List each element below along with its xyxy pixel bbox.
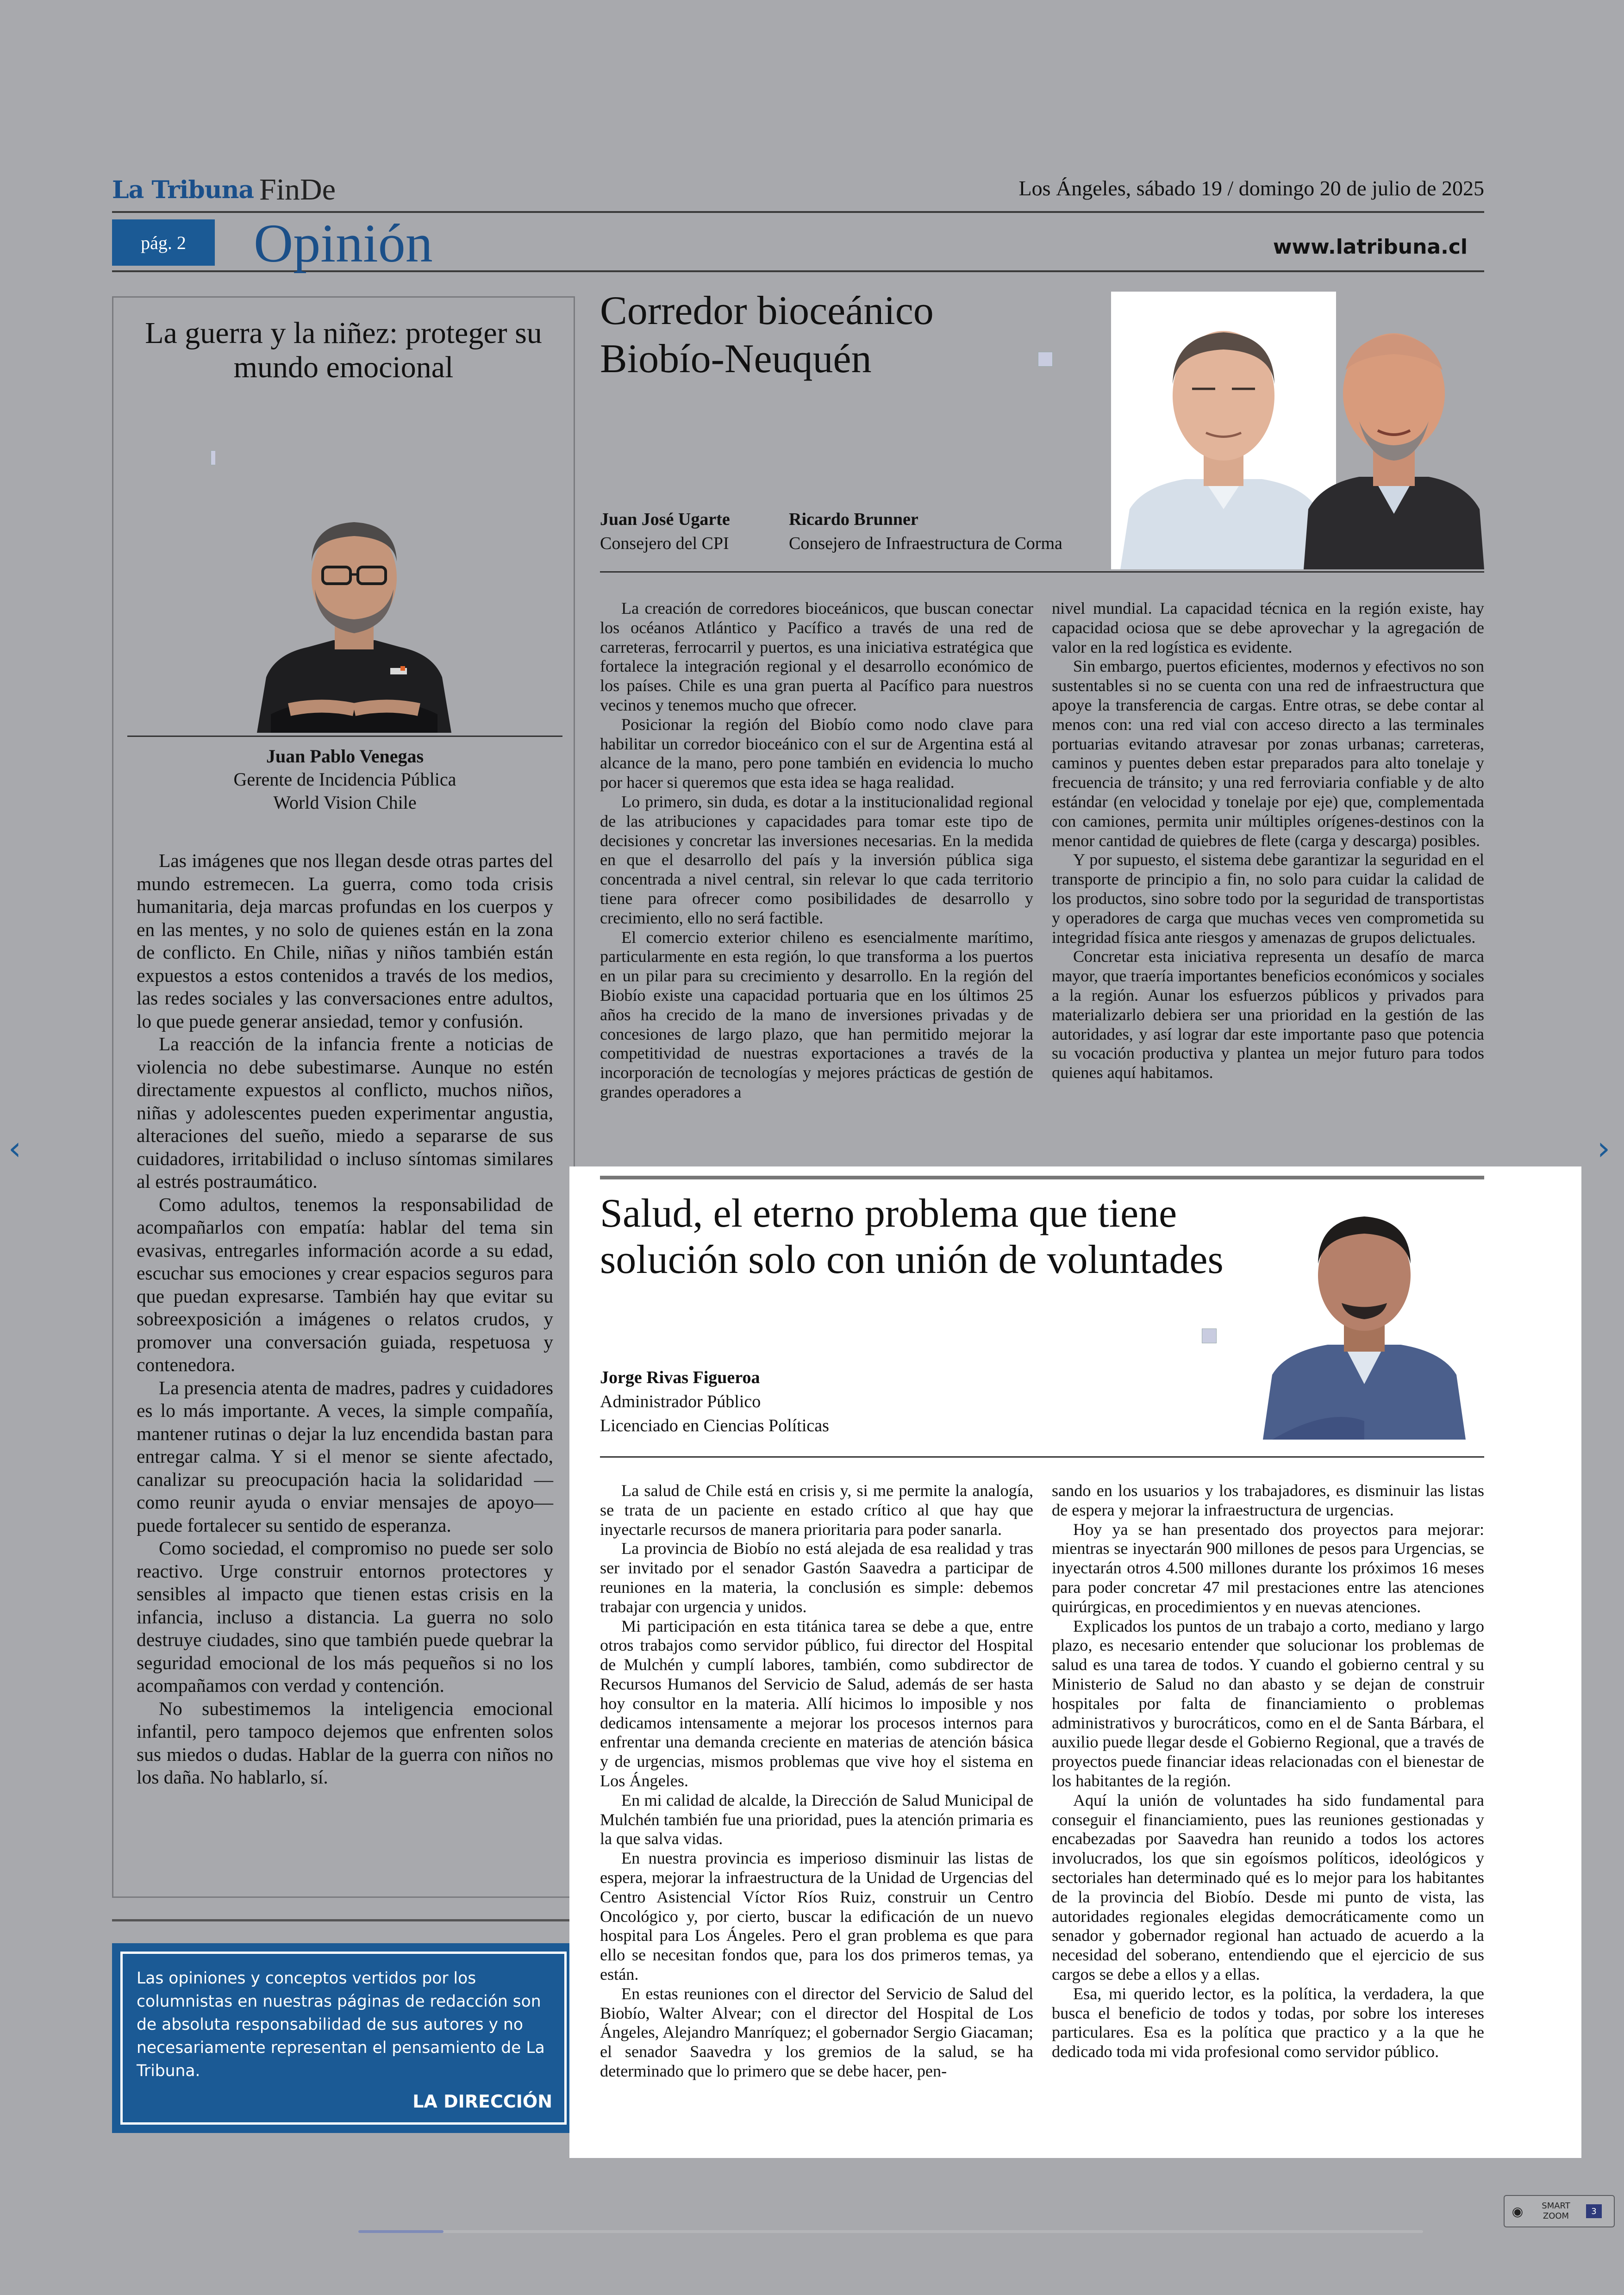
article-column-2 <box>1052 599 1484 1083</box>
paragraph: Mi participación en esta titánica tarea se debe a que, entre otros trabajos como servidor público, fui director del Hospital de Mulchén y cumplí labores, también, como subdirector de Recursos Humanos del Servicio de Salud, además de ser hasta hoy consultor en la materia. Allí hicimos lo imposible y nos dedicamos intensamente a mejorar los procesos internos para enfrentar una demanda creciente en materias de atención básica y de urgencias, mismos problemas que vive hoy el sistema en Los Ángeles. <box>600 1616 1033 1790</box>
paragraph: Hoy ya se han presentado dos proyectos para mejorar: mientras se inyectarán 900 millones de pesos para Urgencias, se inyectarán otros 4.500 millones durante los próximos 16 meses para poder concretar 47 mil prestaciones entre las atenciones quirúrgicas, en procedimientos y en nuevas atenciones. <box>1052 1520 1484 1616</box>
section-divider <box>600 1176 1484 1179</box>
author-name: Ricardo Brunner <box>789 510 918 529</box>
byline-divider <box>600 1456 1484 1458</box>
title-line: Corredor bioceánico <box>600 288 934 333</box>
supplement-name: FinDe <box>259 173 336 206</box>
title-line: solución solo con unión de voluntades <box>600 1237 1224 1282</box>
paragraph: Como adultos, tenemos la responsabilidad de acompañarlos con empatía: hablar del tema sin evasivas, entregarles información acorde a su edad, escuchar sus emociones y crear espacios seguros para que puedan expresarse. También hay que evitar su sobreexposición a imágenes o relatos crudos, y promover una conversación guiada, respetuosa y contenedora. <box>137 1193 553 1375</box>
previous-page-arrow[interactable]: ‹ <box>8 1129 21 1167</box>
author-photo <box>215 437 493 733</box>
paragraph: Aquí la unión de voluntades ha sido fundamental para conseguir el financiamiento, pues las reuniones gestionadas y encabezadas por Saavedra han reunido a todos los actores involucrados, los que sin egoísmos políticos, ideológicos y sectoriales han determinado qué es lo mejor para los habitantes de la provincia del Biobío. Desde mi punto de vista, las autoridades regionales elegidas democráticamente como un senador y gobernador regional han actuado de acuerdo a la necesidad del soberano, entendiendo que el ejercicio de sus cargos se debe a ellos y a ellas. <box>1052 1790 1484 1983</box>
article-column-1 <box>600 1481 1033 2081</box>
left-opinion-article <box>112 296 575 1898</box>
paragraph: Las imágenes que nos llegan desde otras partes del mundo estremecen. La guerra, como toda crisis humanitaria, deja marcas profundas en los cuerpos y en las mentes, y no solo de quienes están en la zona de conflicto. En Chile, niñas y niños también están expuestos a estos contenidos a través de los medios, las redes sociales y las conversaciones entre adultos, lo que puede generar ansiedad, temor y confusión. <box>137 850 553 1032</box>
author-role: Consejero de Infraestructura de Corma <box>789 534 1062 553</box>
paragraph: Posicionar la región del Biobío como nodo clave para habilitar un corredor bioceánico con el sur de Argentina está al alcance de la mano, pero pone también en evidencia lo mucho por hacer si queremos que esta idea se haga realidad. <box>600 715 1033 792</box>
smart-zoom-button[interactable] <box>1504 2195 1615 2227</box>
section-bar <box>112 215 1484 272</box>
article-title <box>600 1191 1294 1283</box>
website-link[interactable]: www.latribuna.cl <box>1273 235 1468 259</box>
column-divider <box>112 1919 575 1921</box>
newspaper-page <box>112 167 1484 2157</box>
paragraph: La creación de corredores bioceánicos, que buscan conectar los océanos Atlántico y Pacífico a través de una red de carreteras, ferrocarril y puertos, es una iniciativa estratégica que fortalece la integración regional y el desarrollo económico de los países. Chile es una gran puerta al Pacífico para nuestros vecinos y tenemos mucho que ofrecer. <box>600 599 1033 714</box>
image-placeholder-icon <box>1038 352 1053 367</box>
section-title: Opinión <box>254 213 433 274</box>
author-photo <box>1304 292 1484 569</box>
editorial-disclaimer <box>112 1943 575 2133</box>
dateline: Los Ángeles, sábado 19 / domingo 20 de julio de 2025 <box>1018 176 1484 200</box>
paragraph: Explicados los puntos de un trabajo a corto, mediano y largo plazo, es necesario entender que solucionar los problemas de salud es una tarea de todos. Y cuando el gobierno central y su Ministerio de Salud no dan abasto y se dejan de construir hospitales por falta de financiamiento o problemas administrativos y burocráticos, como en el de Santa Bárbara, el auxilio puede llegar desde el Gobierno Regional, que a través de proyectos puede financiar ideas relacionadas con el bienestar de los habitantes de la región. <box>1052 1616 1484 1790</box>
image-placeholder-icon <box>1202 1328 1217 1343</box>
article-title: La guerra y la niñez: proteger su mundo emocional <box>145 316 542 384</box>
author-name: Juan Pablo Venegas <box>266 746 424 767</box>
author-role: Administrador Público <box>600 1392 761 1411</box>
paragraph: El comercio exterior chileno es esencialmente marítimo, particularmente en esta región, lo que transforma a los puertos en un pilar para su crecimiento y desarrollo. En la región del Biobío existe una capacidad portuaria que en los últimos 25 años ha crecido de la mano de inversiones privadas y de concesiones de largo plazo, que han permitido mejorar la competitividad de nuestras exportaciones a través de la incorporación de tecnologías y mejores prácticas de gestión de grandes operadores a <box>600 928 1033 1101</box>
masthead <box>112 167 1484 213</box>
author-photo <box>1111 292 1336 569</box>
author-photo <box>1244 1190 1484 1440</box>
title-line: Salud, el eterno problema que tiene <box>600 1191 1177 1236</box>
zoom-level-badge: 3 <box>1586 2204 1602 2218</box>
paragraph: sando en los usuarios y los trabajadores, es disminuir las listas de espera y mejorar la infraestructura de urgencias. <box>1052 1481 1484 1519</box>
paragraph: En mi calidad de alcalde, la Dirección de Salud Municipal de Mulchén también fue una prioridad, pues la atención primaria es la que salva vidas. <box>600 1790 1033 1848</box>
paragraph: Lo primero, sin duda, es dotar a la institucionalidad regional de las atribuciones y capacidades para tomar este tipo de decisiones y concretar las inversiones necesarias. En la medida en que el desarrollo del país y la inversión pública siga concentrada a nivel central, sin relevar lo que cada territorio tiene para ofrecer como posibilidades de desarrollo y crecimiento, ello no será factible. <box>600 792 1033 927</box>
smart-zoom-label: SMART ZOOM <box>1542 2201 1570 2221</box>
article-column-1 <box>600 599 1033 1102</box>
paragraph: Y por supuesto, el sistema debe garantizar la seguridad en el transporte de principio a fin, no solo para cuidar la calidad de los productos, sino sobre todo por la seguridad de transportistas y operadores de carga que muchas veces ven comprometida su integridad física ante riesgos y amenazas de grupos delictuales. <box>1052 850 1484 947</box>
paragraph: No subestimemos la inteligencia emocional infantil, pero tampoco dejemos que enfrenten solos sus miedos o dudas. Hablar de la guerra con niños no los daña. No hablarlo, sí. <box>137 1697 553 1788</box>
paragraph: Sin embargo, puertos eficientes, modernos y efectivos no son sustentables si no se cuenta con una red de infraestructura que apoye la transferencia de cargas. Entre otras, se debe contar al menos con: una red vial con acceso directo a las terminales portuarias evitando atravesar por zonas urbanas; carreteras, caminos y puentes deben estar preparados para alto tonelaje y frecuencia de tránsito; y una red ferroviaria confiable y de alto estándar (en velocidad y tonelaje por eje) que, complementada con camiones, permita unir múltiples orígenes-destinos con la menor cantidad de quiebres de flete (carga y descarga) posibles. <box>1052 657 1484 850</box>
eye-icon: ◉ <box>1512 2203 1524 2219</box>
disclaimer-text: Las opiniones y conceptos vertidos por los columnistas en nuestras páginas de redacción son de absoluta responsabilidad de sus autores y no necesariamente representan el pensamiento de La Tribuna. <box>137 1969 545 2080</box>
author-organization: World Vision Chile <box>273 792 417 813</box>
byline <box>113 745 576 814</box>
paragraph: La reacción de la infancia frente a noticias de violencia no debe subestimarse. Aunque no estén directamente expuestos al conflicto, muchos niños, niñas y adolescentes pueden experimentar angustia, alteraciones del sueño, miedo a separarse de sus cuidadores, irritabilidad o incluso síntomas similares al estrés postraumático. <box>137 1033 553 1192</box>
paragraph: Esa, mi querido lector, es la política, la verdadera, la que busca el beneficio de todos y todas, por sobre los intereses particulares. Esa es la política que practico y a la que he dedicado toda mi vida profesional como servidor público. <box>1052 1984 1484 2061</box>
byline-divider <box>600 571 1484 573</box>
paragraph: Concretar esta iniciativa representa un desafío de marca mayor, que traería importantes beneficios económicos y sociales a la región. Aunar los esfuerzos públicos y privados para materializarlo debiera ser una prioridad en la gestión de las autoridades, y así lograr dar este importante paso que potencia su vocación productiva y plantea un mejor futuro para todos quienes aquí habitamos. <box>1052 947 1484 1082</box>
byline <box>600 1366 829 1438</box>
article-body <box>137 849 553 1789</box>
article-title <box>600 287 1017 383</box>
author-role: Consejero del CPI <box>600 534 729 553</box>
paragraph: En estas reuniones con el director del Servicio de Salud del Biobío, Walter Alvear; con el director del Hospital de Los Ángeles, Alejandro Manríquez; el gobernador Sergio Giacaman; el senador Saavedra y los gremios de la salud, se ha determinado que lo primero que se debe hacer, pen- <box>600 1984 1033 2080</box>
paragraph: nivel mundial. La capacidad técnica en la región existe, hay capacidad ociosa que se debe aprovechar y la agregación de valor en la red logística es evidente. <box>1052 599 1484 656</box>
paragraph: Como sociedad, el compromiso no puede ser solo reactivo. Urge construir entornos protectores y sensibles al impacto que tienen estas crisis en la infancia, incluso a distancia. La guerra no solo destruye ciudades, sino que también puede quebrar la seguridad emocional de los más pequeños si no los acompañamos con verdad y contención. <box>137 1537 553 1696</box>
author-name: Juan José Ugarte <box>600 510 730 529</box>
author-role: Gerente de Incidencia Pública <box>233 769 456 790</box>
byline-divider <box>127 736 562 737</box>
page-progress-fill <box>358 2230 443 2233</box>
author-degree: Licenciado en Ciencias Políticas <box>600 1416 829 1435</box>
paragraph: La provincia de Biobío no está alejada de esa realidad y tras ser invitado por el senador Gastón Saavedra a participar de reuniones en la materia, la conclusión es simple: debemos trabajar con urgencia y unidos. <box>600 1539 1033 1616</box>
disclaimer-signature: LA DIRECCIÓN <box>412 2091 552 2112</box>
byline-author-2 <box>789 507 1062 555</box>
paragraph: La presencia atenta de madres, padres y cuidadores es lo más importante. A veces, la simple compañía, mantener rutinas o dejar la luz encendida bastan para entregar calma. Y si el menor se siente afectado, canalizar su preocupación hacia la solidaridad —como reunir ayuda o enviar mensajes de apoyo— puede fortalecer su sentido de esperanza. <box>137 1377 553 1536</box>
title-line: Biobío-Neuquén <box>600 337 872 381</box>
disclaimer-frame <box>120 1952 567 2125</box>
next-page-arrow[interactable]: › <box>1597 1129 1610 1167</box>
byline-author-1 <box>600 507 730 555</box>
paragraph: La salud de Chile está en crisis y, si me permite la analogía, se trata de un paciente en estado crítico al que hay que inyectarle recursos de manera prioritaria para poder sanarla. <box>600 1481 1033 1539</box>
article-column-2 <box>1052 1481 1484 2062</box>
author-name: Jorge Rivas Figueroa <box>600 1368 760 1387</box>
page-number-badge: pág. 2 <box>112 219 215 266</box>
newspaper-logo: La Tribuna <box>112 176 254 204</box>
paragraph: En nuestra provincia es imperioso disminuir las listas de espera, mejorar la infraestructura de la Unidad de Urgencias del Centro Asistencial Víctor Ríos Ruiz, construir un Centro Oncológico y, por cierto, buscar la edificación de un nuevo hospital para Los Ángeles. Pero el gran problema es que para ello se necesitan fondos que, para los dos primeros temas, ya están. <box>600 1849 1033 1983</box>
page-progress-bar[interactable] <box>358 2230 1423 2233</box>
